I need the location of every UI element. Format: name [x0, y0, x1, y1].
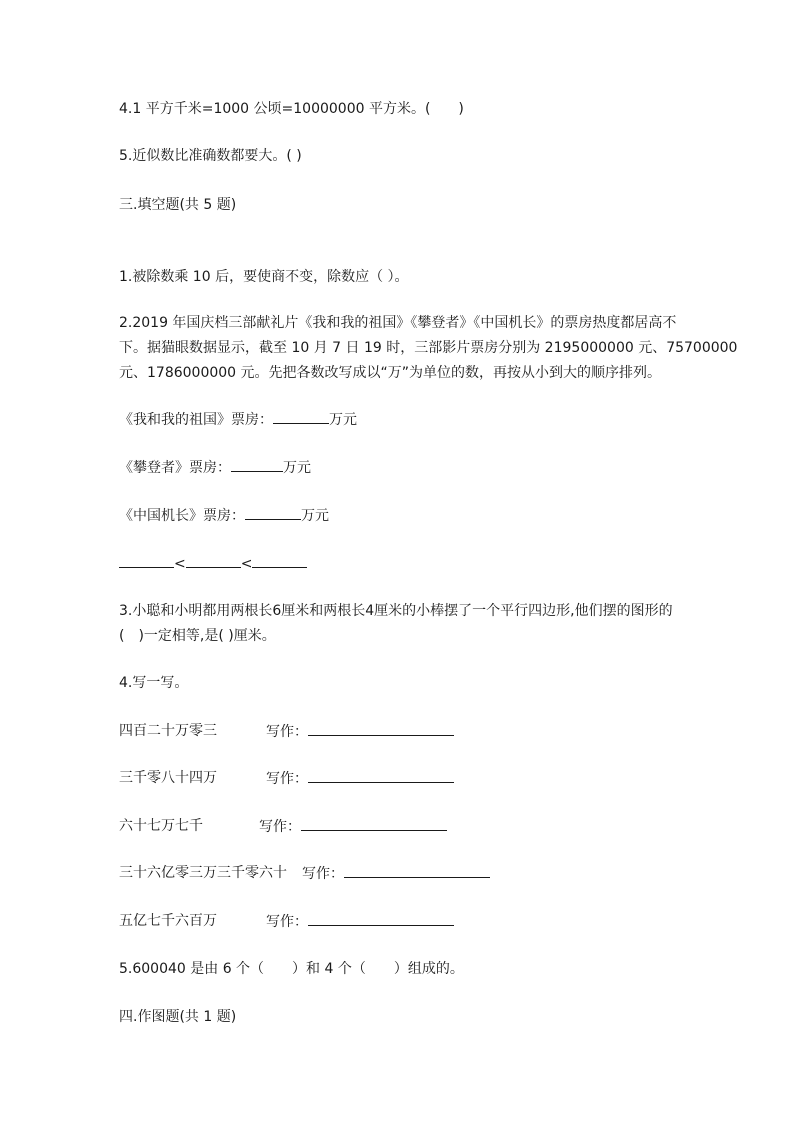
boxoffice-unit: 万元: [283, 460, 311, 476]
answer-blank[interactable]: [231, 457, 283, 472]
answer-blank[interactable]: [308, 721, 454, 736]
boxoffice-label: 《我和我的祖国》票房：: [119, 412, 273, 428]
fill-q4-title: 4.写一写。: [119, 675, 189, 691]
answer-blank[interactable]: [245, 505, 301, 520]
write-label: 写作：: [266, 771, 308, 787]
write-label: 写作：: [266, 914, 308, 930]
write-item: [266, 911, 454, 932]
boxoffice-item: [119, 457, 311, 478]
answer-blank[interactable]: [344, 863, 490, 878]
write-item-text: 三千零八十四万: [119, 770, 217, 786]
order-blank-1[interactable]: [119, 553, 174, 568]
judgement-q4: 4.1 平方千米=1000 公顷=10000000 平方米。( ): [119, 101, 464, 117]
less-than-sign: <: [174, 556, 186, 572]
judgement-q5: 5.近似数比准确数都要大。( ): [119, 148, 302, 164]
boxoffice-item: [119, 505, 329, 526]
answer-blank[interactable]: [273, 409, 329, 424]
write-item-text: 六十七万七千: [119, 818, 203, 834]
write-item-text: 四百二十万零三: [119, 723, 217, 739]
answer-blank[interactable]: [308, 768, 454, 783]
write-label: 写作：: [259, 819, 301, 835]
answer-blank[interactable]: [308, 911, 454, 926]
write-label: 写作：: [266, 724, 308, 740]
fill-q1: 1.被除数乘 10 后，要使商不变，除数应（ ）。: [119, 269, 409, 285]
write-item: [259, 816, 447, 837]
write-item: [302, 863, 490, 884]
order-blank-3[interactable]: [252, 553, 307, 568]
write-item-text: 三十六亿零三万三千零六十: [119, 865, 287, 881]
fill-q3-line2: ( )一定相等,是( )厘米。: [119, 628, 276, 644]
boxoffice-label: 《攀登者》票房：: [119, 460, 231, 476]
write-label: 写作：: [302, 866, 344, 882]
boxoffice-unit: 万元: [301, 508, 329, 524]
boxoffice-item: [119, 409, 357, 430]
section3-heading: 三.填空题(共 5 题): [119, 197, 237, 213]
fill-q2-line1: 2.2019 年国庆档三部献礼片《我和我的祖国》《攀登者》《中国机长》的票房热度都居高不: [119, 315, 677, 331]
answer-blank[interactable]: [301, 816, 447, 831]
fill-q5: 5.600040 是由 6 个（ ）和 4 个（ ）组成的。: [119, 961, 464, 977]
fill-q2-line2: 下。据猫眼数据显示，截至 10 月 7 日 19 时，三部影片票房分别为 2195000000 元、75700000: [119, 340, 738, 356]
write-item: [266, 721, 454, 742]
write-item: [266, 768, 454, 789]
less-than-sign: <: [240, 556, 253, 572]
boxoffice-unit: 万元: [329, 412, 357, 428]
fill-q2-line3: 元、1786000000 元。先把各数改写成以“万”为单位的数，再按从小到大的顺序排列。: [119, 365, 662, 381]
section4-heading: 四.作图题(共 1 题): [119, 1009, 237, 1025]
write-item-text: 五亿七千六百万: [119, 913, 217, 929]
boxoffice-label: 《中国机长》票房：: [119, 508, 245, 524]
ordering-row: [119, 553, 307, 574]
fill-q3-line1: 3.小聪和小明都用两根长6厘米和两根长4厘米的小棒摆了一个平行四边形,他们摆的图形的: [119, 603, 673, 619]
order-blank-2[interactable]: [186, 553, 241, 568]
